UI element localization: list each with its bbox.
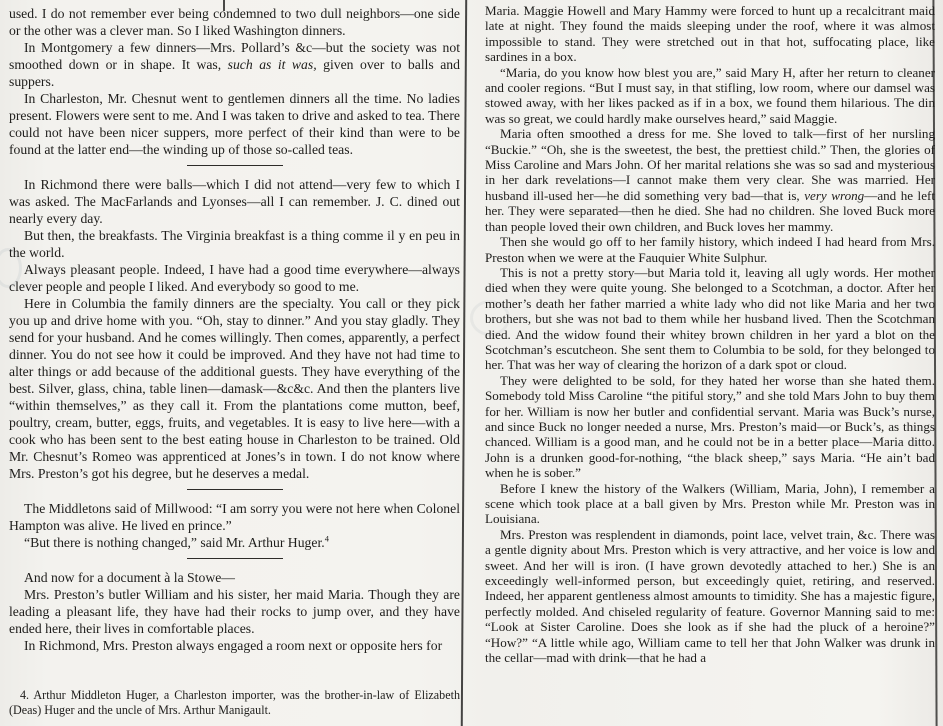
paragraph-text: —and he left her. They were separated—then he died. She had no children. She loved Buck more than people loved their own children, and Buck loves her mammy. [485,187,935,234]
paragraph: “Maria, do you know how blest you are,” said Mary H, after her return to cleaner and cooler regions. “But I must say, in that stifling, low room, where our damsel was stowed away, with her likes packed as if in a box, we found them hilarious. The din was so great, we could hardly make ourselves heard,” said Maggie. [485,64,935,126]
paragraph: Then she would go off to her family history, which indeed I had heard from Mrs. Preston when we were at the Fauquier White Sulphur. [485,234,935,265]
paragraph: In Richmond there were balls—which I did not attend—very few to which I was asked. The MacFarlands and Lyonses—all I can remember. J. C. dined out nearly every day. [9,177,460,226]
italic-text: very wrong [804,187,865,203]
paragraph-text: Maria often smoothed a dress for me. She loved to talk—first of her nursling “Buckie.” “Oh, she is the sweetest, the best, the prettiest child.” Then, the glories of Miss Caroline and Mars John. Of her marital relations she was so sad and mysterious in her dark revelations—I cannot make them very clear. She was married. Her husband ill-used her—he did something very bad—that is, [485,126,935,203]
paragraph: Mrs. Preston’s butler William and his sister, her maid Maria. Though they are leading a pleasant life, they have had their rocks to jump over, and they have ended here, their lives in comfortable places. [9,587,460,636]
paragraph: Maria. Maggie Howell and Mary Hammy were forced to hunt up a recalcitrant maid late at night. They found the maids sleeping under the roof, where it was almost impossible to stand. They were stretched out in that hot, suffocating place, like sardines in a box. [485,3,935,65]
paragraph-text: In Montgomery a few dinners—Mrs. Pollard’s &c—but the society was not smoothed down or in shape. It was, [9,40,460,72]
scan-gutter-line [461,0,467,726]
paragraph: Before I knew the history of the Walkers (William, Maria, John), I remember a scene which took place at a ball given by Mrs. Preston while Mr. Preston was in Louisiana. [485,480,935,527]
paragraph: Always pleasant people. Indeed, I have had a good time everywhere—always clever people and people I liked. And everybody so good to me. [9,262,460,294]
left-text-column [9,5,460,677]
paragraph: The Middletons said of Millwood: “I am sorry you were not here when Colonel Hampton was alive. He lived en prince.” [9,501,460,533]
footnote-ref: 4 [324,533,329,544]
section-divider-rule [187,489,283,490]
section-divider-rule [187,558,283,559]
paragraph [485,126,935,234]
paragraph: Mrs. Preston was resplendent in diamonds, point lace, velvet train, &c. There was a gentle dignity about Mrs. Preston which is very attractive, and her voice is low and sweet. And her will is iron. (I have grown devotedly attached to her.) She is an exceedingly well-informed person, but exceedingly quiet, retiring, and reserved. Indeed, her apparent gentleness almost amounts to timidity. She has a majestic figure, perfectly molded. And chiseled regularity of feature. Governor Manning said to me: “Look at Sister Caroline. Does she look as if she had the pluck of a heroine?” “How?” “A little while ago, William came to tell her that John Walker was drunk in the cellar—mad with drink—that he had a [485,526,935,666]
paragraph: And now for a document à la Stowe— [24,570,235,585]
paragraph: But then, the breakfasts. The Virginia breakfast is a thing comme il y en peu in the world. [9,228,460,260]
paragraph: used. I do not remember ever being condemned to two dull neighbors—one side or the other was a clever man. So I liked Washington dinners. [9,6,460,38]
italic-text: such as it was, [227,57,317,72]
section-divider-rule [187,165,283,166]
paragraph: They were delighted to be sold, for they hated her worse than she hated them. Somebody told Miss Caroline “the pitiful story,” and she told Mars John to buy them for her. William is now her butler and confidential servant. Maria was Buck’s nurse, and since Buck no longer needed a nurse, Mrs. Preston’s maid—or Buck’s, as things chanced. William is a good man, and he could not be in a better place—Maria ditto. John is a drunken good-for-nothing, “the black sheep,” says Maria. “He ain’t bad when he is sober.” [485,372,935,481]
footnote: 4. Arthur Middleton Huger, a Charleston importer, was the brother-in-law of Elizabeth (Deas) Huger and the uncle of Mrs. Arthur Manigault. [9,687,460,717]
paragraph: This is not a pretty story—but Maria told it, leaving all ugly words. Her mother died when they were quite young. She belonged to a Scotchman, a doctor. After her mother’s death her father married a white lady who did not like Maria and her two brothers, but she was not bad to them while her husband lived. Then the Scotchman died. And the widow found their whitey brown children in her yard a blot on the Scotchman’s escutcheon. She sent them to Columbia to be sold, for they belonged to her. That was her way of clearing the horizon of a dark spot or cloud. [485,264,935,373]
paragraph: In Richmond, Mrs. Preston always engaged a room next or opposite hers for [24,638,443,653]
right-text-column [485,3,935,718]
paragraph [9,534,460,551]
paragraph [9,39,460,90]
paragraph-text: given over to balls and suppers. [9,57,460,89]
paragraph: Here in Columbia the family dinners are the specialty. You call or they pick you up and drive home with you. “Oh, stay to dinner.” And you stay gladly. They send for your husband. And he comes willingly. Then comes, apparently, a perfect dinner. You do not see how it could be improved. And they have not had time to alter things or add because of the additional guests. They have everything of the best. Silver, glass, china, table linen—damask—&c&c. And then the planters live “within themselves,” as they call it. From the plantations come mutton, beef, poultry, cream, butter, eggs, fruits, and vegetables. It is easy to live here—with a cook who has been sent to the best eating house in Charleston to be trained. Old Mr. Chesnut’s Romeo was apprenticed at Jones’s in town. I do not know where Mrs. Preston’s got his degree, but he deserves a medal. [9,296,460,481]
paragraph-text: “But there is nothing changed,” said Mr. Arthur Huger. [24,535,325,550]
paragraph: In Charleston, Mr. Chesnut went to gentlemen dinners all the time. No ladies present. Flowers were sent to me. And I was taken to drive and asked to tea. There could not have been nicer suppers, more perfect of their kind than were to be found at the latter end—the winding up of those so-called teas. [9,91,460,157]
